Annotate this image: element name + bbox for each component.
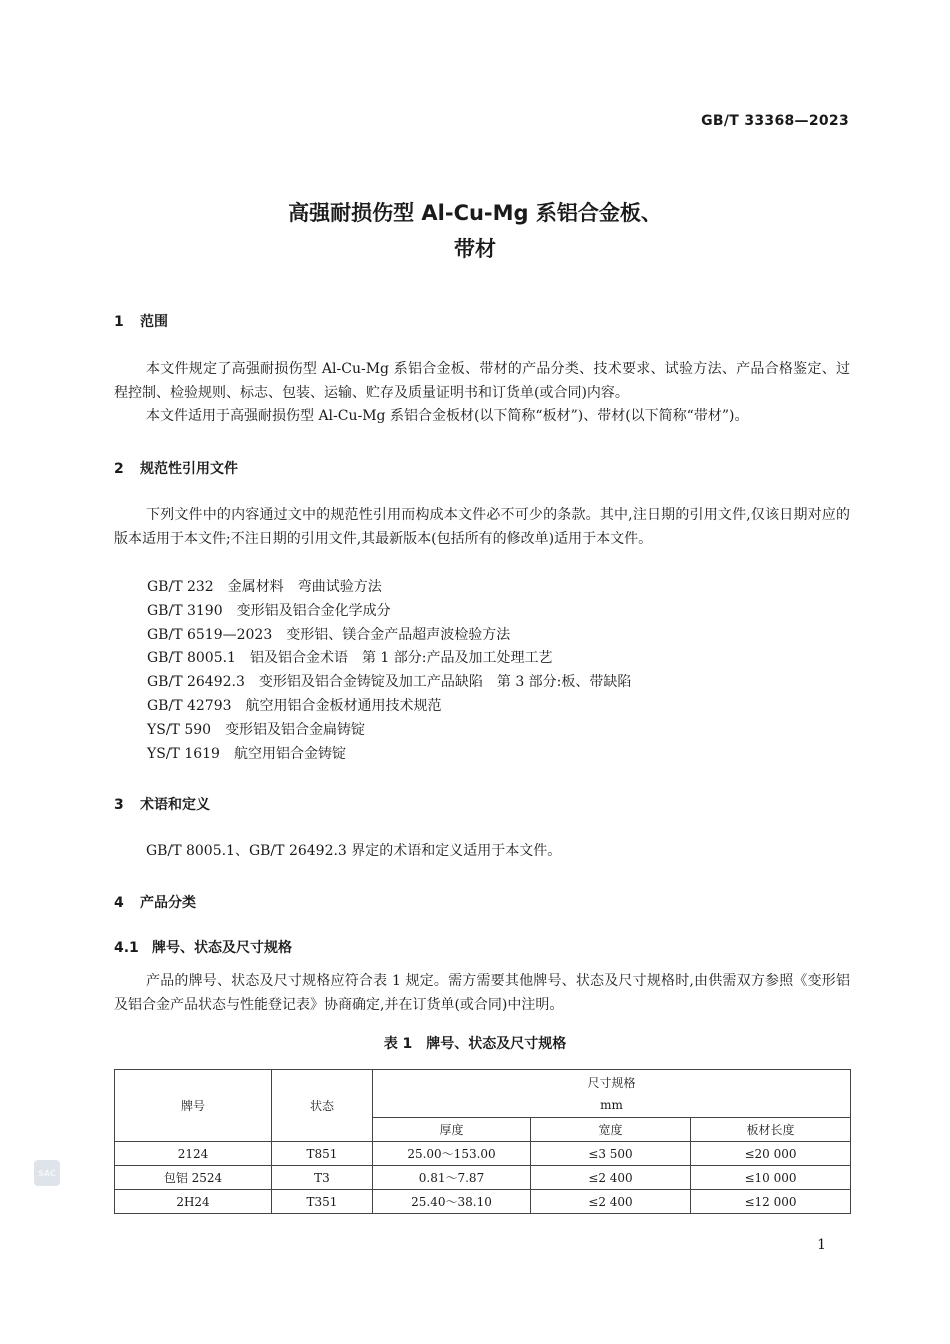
section-1-paragraph-2: 本文件适用于高强耐损伤型 Al-Cu-Mg 系铝合金板材(以下简称“板材”)、带材(以下简称“带材”)。 xyxy=(146,408,749,424)
table-row xyxy=(115,1166,851,1190)
reference-item xyxy=(147,601,391,621)
section-3-text: GB/T 8005.1、GB/T 26492.3 界定的术语和定义适用于本文件。 xyxy=(146,843,562,859)
section-title: 规范性引用文件 xyxy=(140,461,238,477)
reference-code: GB/T 6519—2023 xyxy=(147,627,273,643)
cell-thickness: 0.81～7.87 xyxy=(373,1166,531,1190)
title-line-2: 带材 xyxy=(454,237,496,261)
section-4-heading xyxy=(114,892,196,912)
subsection-title: 牌号、状态及尺寸规格 xyxy=(152,940,292,956)
cell-width: ≤2 400 xyxy=(531,1190,691,1214)
cell-width: ≤3 500 xyxy=(531,1142,691,1166)
cell-grade: 2H24 xyxy=(115,1190,272,1214)
reference-title: 金属材料 弯曲试验方法 xyxy=(227,579,382,595)
section-title: 术语和定义 xyxy=(140,797,210,813)
cell-grade: 包铝 2524 xyxy=(115,1166,272,1190)
reference-title: 铝及铝合金术语 第 1 部分:产品及加工处理工艺 xyxy=(249,650,553,666)
reference-code: GB/T 8005.1 xyxy=(147,650,236,666)
cell-thickness: 25.00～153.00 xyxy=(373,1142,531,1166)
header-grade: 牌号 xyxy=(115,1070,272,1142)
reference-title: 航空用铝合金铸锭 xyxy=(233,746,346,762)
table-row xyxy=(115,1190,851,1214)
section-2-heading xyxy=(114,458,238,478)
section-number: 3 xyxy=(114,797,124,813)
title-line-1: 高强耐损伤型 Al-Cu-Mg 系铝合金板、 xyxy=(288,201,662,225)
section-number: 4 xyxy=(114,895,124,911)
section-3-heading xyxy=(114,794,210,814)
reference-title: 变形铝及铝合金扁铸锭 xyxy=(225,722,366,738)
page-number: 1 xyxy=(817,1237,826,1253)
cell-temper: T851 xyxy=(272,1142,373,1166)
document-title xyxy=(0,195,950,267)
cell-thickness: 25.40～38.10 xyxy=(373,1190,531,1214)
section-number: 1 xyxy=(114,314,124,330)
header-size-label: 尺寸规格 xyxy=(587,1075,636,1090)
section-1-paragraph-1: 本文件规定了高强耐损伤型 Al-Cu-Mg 系铝合金板、带材的产品分类、技术要求、试验方法、产品合格鉴定、过程控制、检验规则、标志、包装、运输、贮存及质量证明书和订货单(或合同)内容。 xyxy=(114,361,850,401)
spec-table xyxy=(114,1069,851,1214)
header-width: 宽度 xyxy=(531,1118,691,1142)
section-title: 产品分类 xyxy=(140,895,196,911)
cell-length: ≤12 000 xyxy=(691,1190,851,1214)
reference-item xyxy=(147,696,442,716)
header-temper: 状态 xyxy=(272,1070,373,1142)
subsection-4-1-text: 产品的牌号、状态及尺寸规格应符合表 1 规定。需方需要其他牌号、状态及尺寸规格时,由供需双方参照《变形铝及铝合金产品状态与性能登记表》协商确定,并在订货单(或合同)中注明。 xyxy=(114,973,850,1013)
header-length: 板材长度 xyxy=(691,1118,851,1142)
reference-code: GB/T 42793 xyxy=(147,698,232,714)
header-size xyxy=(373,1070,851,1118)
reference-code: YS/T 1619 xyxy=(147,746,220,762)
cell-width: ≤2 400 xyxy=(531,1166,691,1190)
standard-code: GB/T 33368—2023 xyxy=(701,113,849,129)
cell-grade: 2124 xyxy=(115,1142,272,1166)
section-1-heading xyxy=(114,311,168,331)
table-header-row xyxy=(115,1070,851,1118)
sac-watermark-icon: SAC xyxy=(34,1160,60,1186)
section-2-intro: 下列文件中的内容通过文中的规范性引用而构成本文件必不可少的条款。其中,注日期的引用文件,仅该日期对应的版本适用于本文件;不注日期的引用文件,其最新版本(包括所有的修改单)适用于本文件。 xyxy=(114,507,850,547)
cell-length: ≤10 000 xyxy=(691,1166,851,1190)
reference-code: GB/T 26492.3 xyxy=(147,674,245,690)
reference-title: 变形铝及铝合金化学成分 xyxy=(236,603,391,619)
reference-item xyxy=(147,648,553,668)
reference-title: 变形铝及铝合金铸锭及加工产品缺陷 第 3 部分:板、带缺陷 xyxy=(258,674,632,690)
reference-code: GB/T 232 xyxy=(147,579,214,595)
reference-item xyxy=(147,720,365,740)
subsection-number: 4.1 xyxy=(114,940,139,956)
table-row xyxy=(115,1142,851,1166)
header-size-unit: mm xyxy=(600,1097,623,1112)
cell-temper: T351 xyxy=(272,1190,373,1214)
table-caption: 表 1 牌号、状态及尺寸规格 xyxy=(383,1036,567,1052)
reference-code: GB/T 3190 xyxy=(147,603,223,619)
reference-item xyxy=(147,625,510,645)
cell-length: ≤20 000 xyxy=(691,1142,851,1166)
reference-item xyxy=(147,672,631,692)
cell-temper: T3 xyxy=(272,1166,373,1190)
header-thickness: 厚度 xyxy=(373,1118,531,1142)
reference-title: 变形铝、镁合金产品超声波检验方法 xyxy=(286,627,511,643)
reference-item xyxy=(147,744,346,764)
subsection-4-1-heading xyxy=(114,937,292,957)
section-number: 2 xyxy=(114,461,124,477)
reference-item xyxy=(147,577,382,597)
reference-code: YS/T 590 xyxy=(147,722,212,738)
reference-title: 航空用铝合金板材通用技术规范 xyxy=(245,698,442,714)
section-title: 范围 xyxy=(140,314,168,330)
